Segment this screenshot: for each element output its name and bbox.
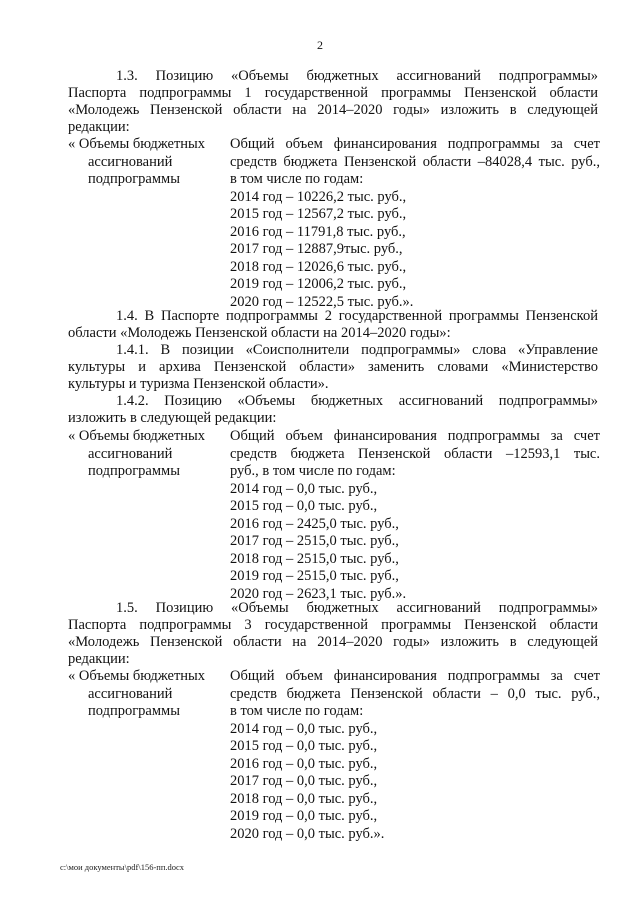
year-line: 2016 год – 2425,0 тыс. руб., [230,515,399,532]
year-line: 2017 год – 2515,0 тыс. руб., [230,533,399,549]
year-line: 2019 год – 2515,0 тыс. руб., [230,568,399,584]
paragraph-line: Паспорта подпрограммы 3 государственной программы Пензенской области [68,617,598,633]
allocation-value [230,136,600,311]
paragraph-line: культуры и туризма Пензенской области». [68,376,329,392]
paragraph-line: редакции: [68,651,130,667]
section-1-3-paragraph [68,68,598,136]
year-line: 2015 год – 0,0 тыс. руб., [230,498,378,514]
paragraph-line: 1.3. Позицию «Объемы бюджетных ассигнований подпрограммы» [116,68,598,84]
year-line: 2014 год – 10226,2 тыс. руб., [230,188,407,205]
year-list [230,481,600,604]
footer-file-path: c:\мои документы\pdf\156-пп.docx [60,862,185,872]
paragraph-line: изложить в следующей редакции: [68,410,277,426]
allocation-value [230,668,600,843]
year-line: 2014 год – 0,0 тыс. руб., [230,480,378,497]
year-line: 2017 год – 12887,9тыс. руб., [230,241,403,257]
year-line: 2019 год – 0,0 тыс. руб., [230,808,378,824]
year-line: 2017 год – 0,0 тыс. руб., [230,773,378,789]
paragraph-line: культуры и архива Пензенской области» заменить словами «Министерство [68,359,598,375]
paragraph-line: 1.4.1. В позиции «Соисполнители подпрограммы» слова «Управление [116,342,598,358]
value-line: средств бюджета Пензенской области –84028,4 тыс. руб., [230,153,600,170]
paragraph-line: области «Молодежь Пензенской области на 2014–2020 годы»: [68,325,451,341]
paragraph-line: 1.4. В Паспорте подпрограммы 2 государственной программы Пензенской [116,308,598,324]
year-line: 2018 год – 2515,0 тыс. руб., [230,550,399,567]
section-1-4-1-paragraph [68,342,598,393]
year-list [230,189,600,312]
label-line: подпрограммы [88,171,180,187]
section-1-4-2-paragraph [68,393,598,427]
year-line: 2018 год – 0,0 тыс. руб., [230,790,378,807]
allocation-value [230,428,600,603]
value-line: Общий объем финансирования подпрограммы за счет [230,136,600,152]
year-line: 2020 год – 0,0 тыс. руб.». [230,825,385,842]
paragraph-line: редакции: [68,119,130,135]
paragraph-line: «Молодежь Пензенской области на 2014–2020 годы» изложить в следующей [68,102,598,118]
paragraph-line: «Молодежь Пензенской области на 2014–2020 годы» изложить в следующей [68,634,598,650]
section-1-4-2-allocation-table [68,428,608,602]
paragraph-line: 1.4.2. Позицию «Объемы бюджетных ассигнований подпрограммы» [116,393,598,409]
section-1-3-allocation-table [68,136,608,316]
year-line: 2019 год – 12006,2 тыс. руб., [230,276,407,292]
section-1-4-paragraph [68,308,598,342]
allocation-label [68,668,228,721]
value-line: Общий объем финансирования подпрограммы за счет [230,428,600,444]
year-line: 2015 год – 0,0 тыс. руб., [230,738,378,754]
label-line: ассигнований [88,445,173,462]
year-line: 2014 год – 0,0 тыс. руб., [230,720,378,737]
label-line: подпрограммы [88,463,180,479]
label-line: « Объемы бюджетных [68,136,206,152]
year-line: 2016 год – 0,0 тыс. руб., [230,755,378,772]
year-list [230,721,600,844]
year-line: 2016 год – 11791,8 тыс. руб., [230,223,406,240]
allocation-label [68,136,228,189]
label-line: ассигнований [88,685,173,702]
year-line: 2015 год – 12567,2 тыс. руб., [230,206,407,222]
section-1-5-paragraph [68,600,598,668]
label-line: « Объемы бюджетных [68,428,206,444]
allocation-label [68,428,228,481]
label-line: подпрограммы [88,703,180,719]
value-line: Общий объем финансирования подпрограммы за счет [230,668,600,684]
paragraph-line: 1.5. Позицию «Объемы бюджетных ассигнований подпрограммы» [116,600,598,616]
page-number: 2 [317,38,323,52]
year-line: 2020 год – 2623,1 тыс. руб.». [230,585,407,602]
year-line: 2020 год – 12522,5 тыс. руб.». [230,293,414,310]
value-line: в том числе по годам: [230,703,364,719]
value-line: руб., в том числе по годам: [230,463,396,479]
label-line: « Объемы бюджетных [68,668,206,684]
value-line: средств бюджета Пензенской области – 0,0 тыс. руб., [230,685,600,702]
paragraph-line: Паспорта подпрограммы 1 государственной программы Пензенской области [68,85,598,101]
value-line: средств бюджета Пензенской области –12593,1 тыс. [230,445,600,462]
section-1-5-allocation-table [68,668,608,848]
value-line: в том числе по годам: [230,171,364,187]
label-line: ассигнований [88,153,173,170]
year-line: 2018 год – 12026,6 тыс. руб., [230,258,407,275]
